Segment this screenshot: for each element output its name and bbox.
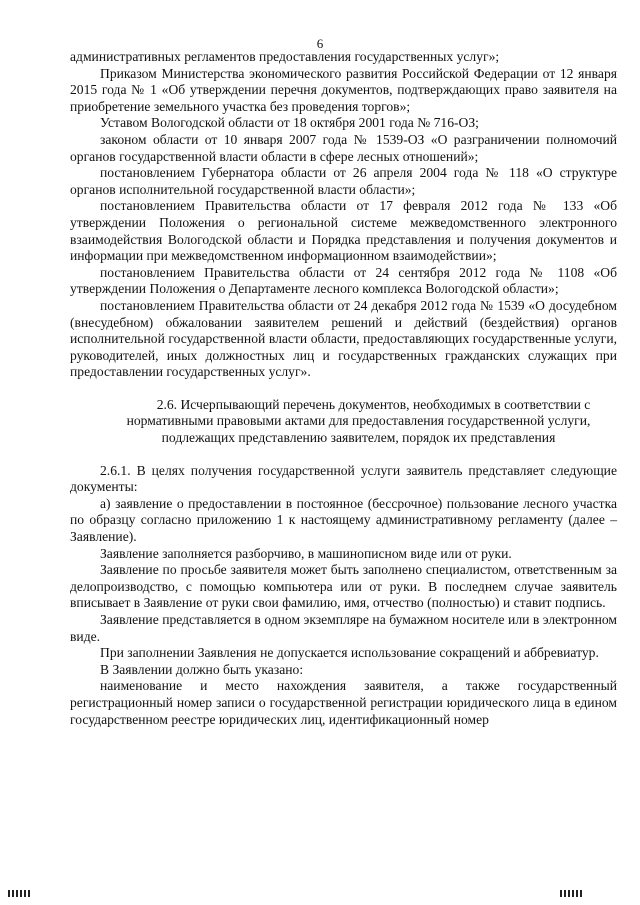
paragraph: наименование и место нахождения заявителя, а также государственный регистрационный номер записи о государственной регистрации юридического лица в едином государственном реестре юридических лиц, идентификационный номер [70,678,617,727]
scan-mark-icon [8,890,30,897]
paragraph: Заявление представляется в одном экземпляре на бумажном носителе или в электронном виде. [70,612,617,644]
paragraph: В Заявлении должно быть указано: [100,661,304,677]
paragraph: Заявление заполняется разборчиво, в машинописном виде или от руки. [100,545,512,561]
paragraph: административных регламентов предоставления государственных услуг»; [70,49,500,64]
section-heading: 2.6. Исчерпывающий перечень документов, необходимых в соответствии с нормативными правовыми актами для предоставления государственной услуги, подлежащих представлению заявителем, порядок их представления [126,396,591,446]
paragraph: а) заявление о предоставлении в постоянное (бессрочное) пользование лесного участка по образцу согласно приложению 1 к настоящему административному регламенту (далее – Заявление). [70,495,617,545]
paragraph: Уставом Вологодской области от 18 октября 2001 года № 716-ОЗ; [100,115,479,131]
paragraph: Заявление по просьбе заявителя может быть заполнено специалистом, ответственным за делопроизводство, с помощью компьютера или от руки. В последнем случае заявитель вписывает в Заявление от руки свои фамилию, имя, отчество (полностью) и ставит подпись. [70,562,617,611]
document-body [70,49,617,728]
spacer [70,447,617,463]
paragraph: постановлением Губернатора области от 26 апреля 2004 года № 118 «О структуре органов исполнительной государственной власти области»; [70,165,617,197]
paragraph: постановлением Правительства области от 24 декабря 2012 года № 1539 «О досудебном (внесудебном) обжаловании заявителем решений и действий (бездействия) органов исполнительной государственной власти области, предоставляющих государственные услуги, руководителей, иных должностных лиц и государственных гражданских служащих при предоставлении государственных услуг». [70,297,617,380]
spacer [70,381,617,397]
paragraph: постановлением Правительства области от 24 сентября 2012 года № 1108 «Об утверждении Положения о Департаменте лесного комплекса Вологодской области»; [70,264,617,297]
paragraph: законом области от 10 января 2007 года № 1539-ОЗ «О разграничении полномочий органов государственной власти области в сфере лесных отношений»; [70,131,617,164]
scan-mark-icon [560,890,582,897]
paragraph: Приказом Министерства экономического развития Российской Федерации от 12 января 2015 года № 1 «Об утверждении перечня документов, подтверждающих право заявителя на приобретение земельного участка без проведения торгов»; [70,65,617,114]
paragraph: постановлением Правительства области от 17 февраля 2012 года № 133 «Об утверждении Положения о региональной системе межведомственного электронного взаимодействия Вологодской области и Порядка представления и получения документов и информации при межведомственном информационном взаимодействии»; [70,198,617,264]
paragraph: 2.6.1. В целях получения государственной услуги заявитель представляет следующие документы: [70,462,617,495]
paragraph: При заполнении Заявления не допускается использование сокращений и аббревиатур. [100,645,599,661]
page-number: 6 [316,36,324,51]
